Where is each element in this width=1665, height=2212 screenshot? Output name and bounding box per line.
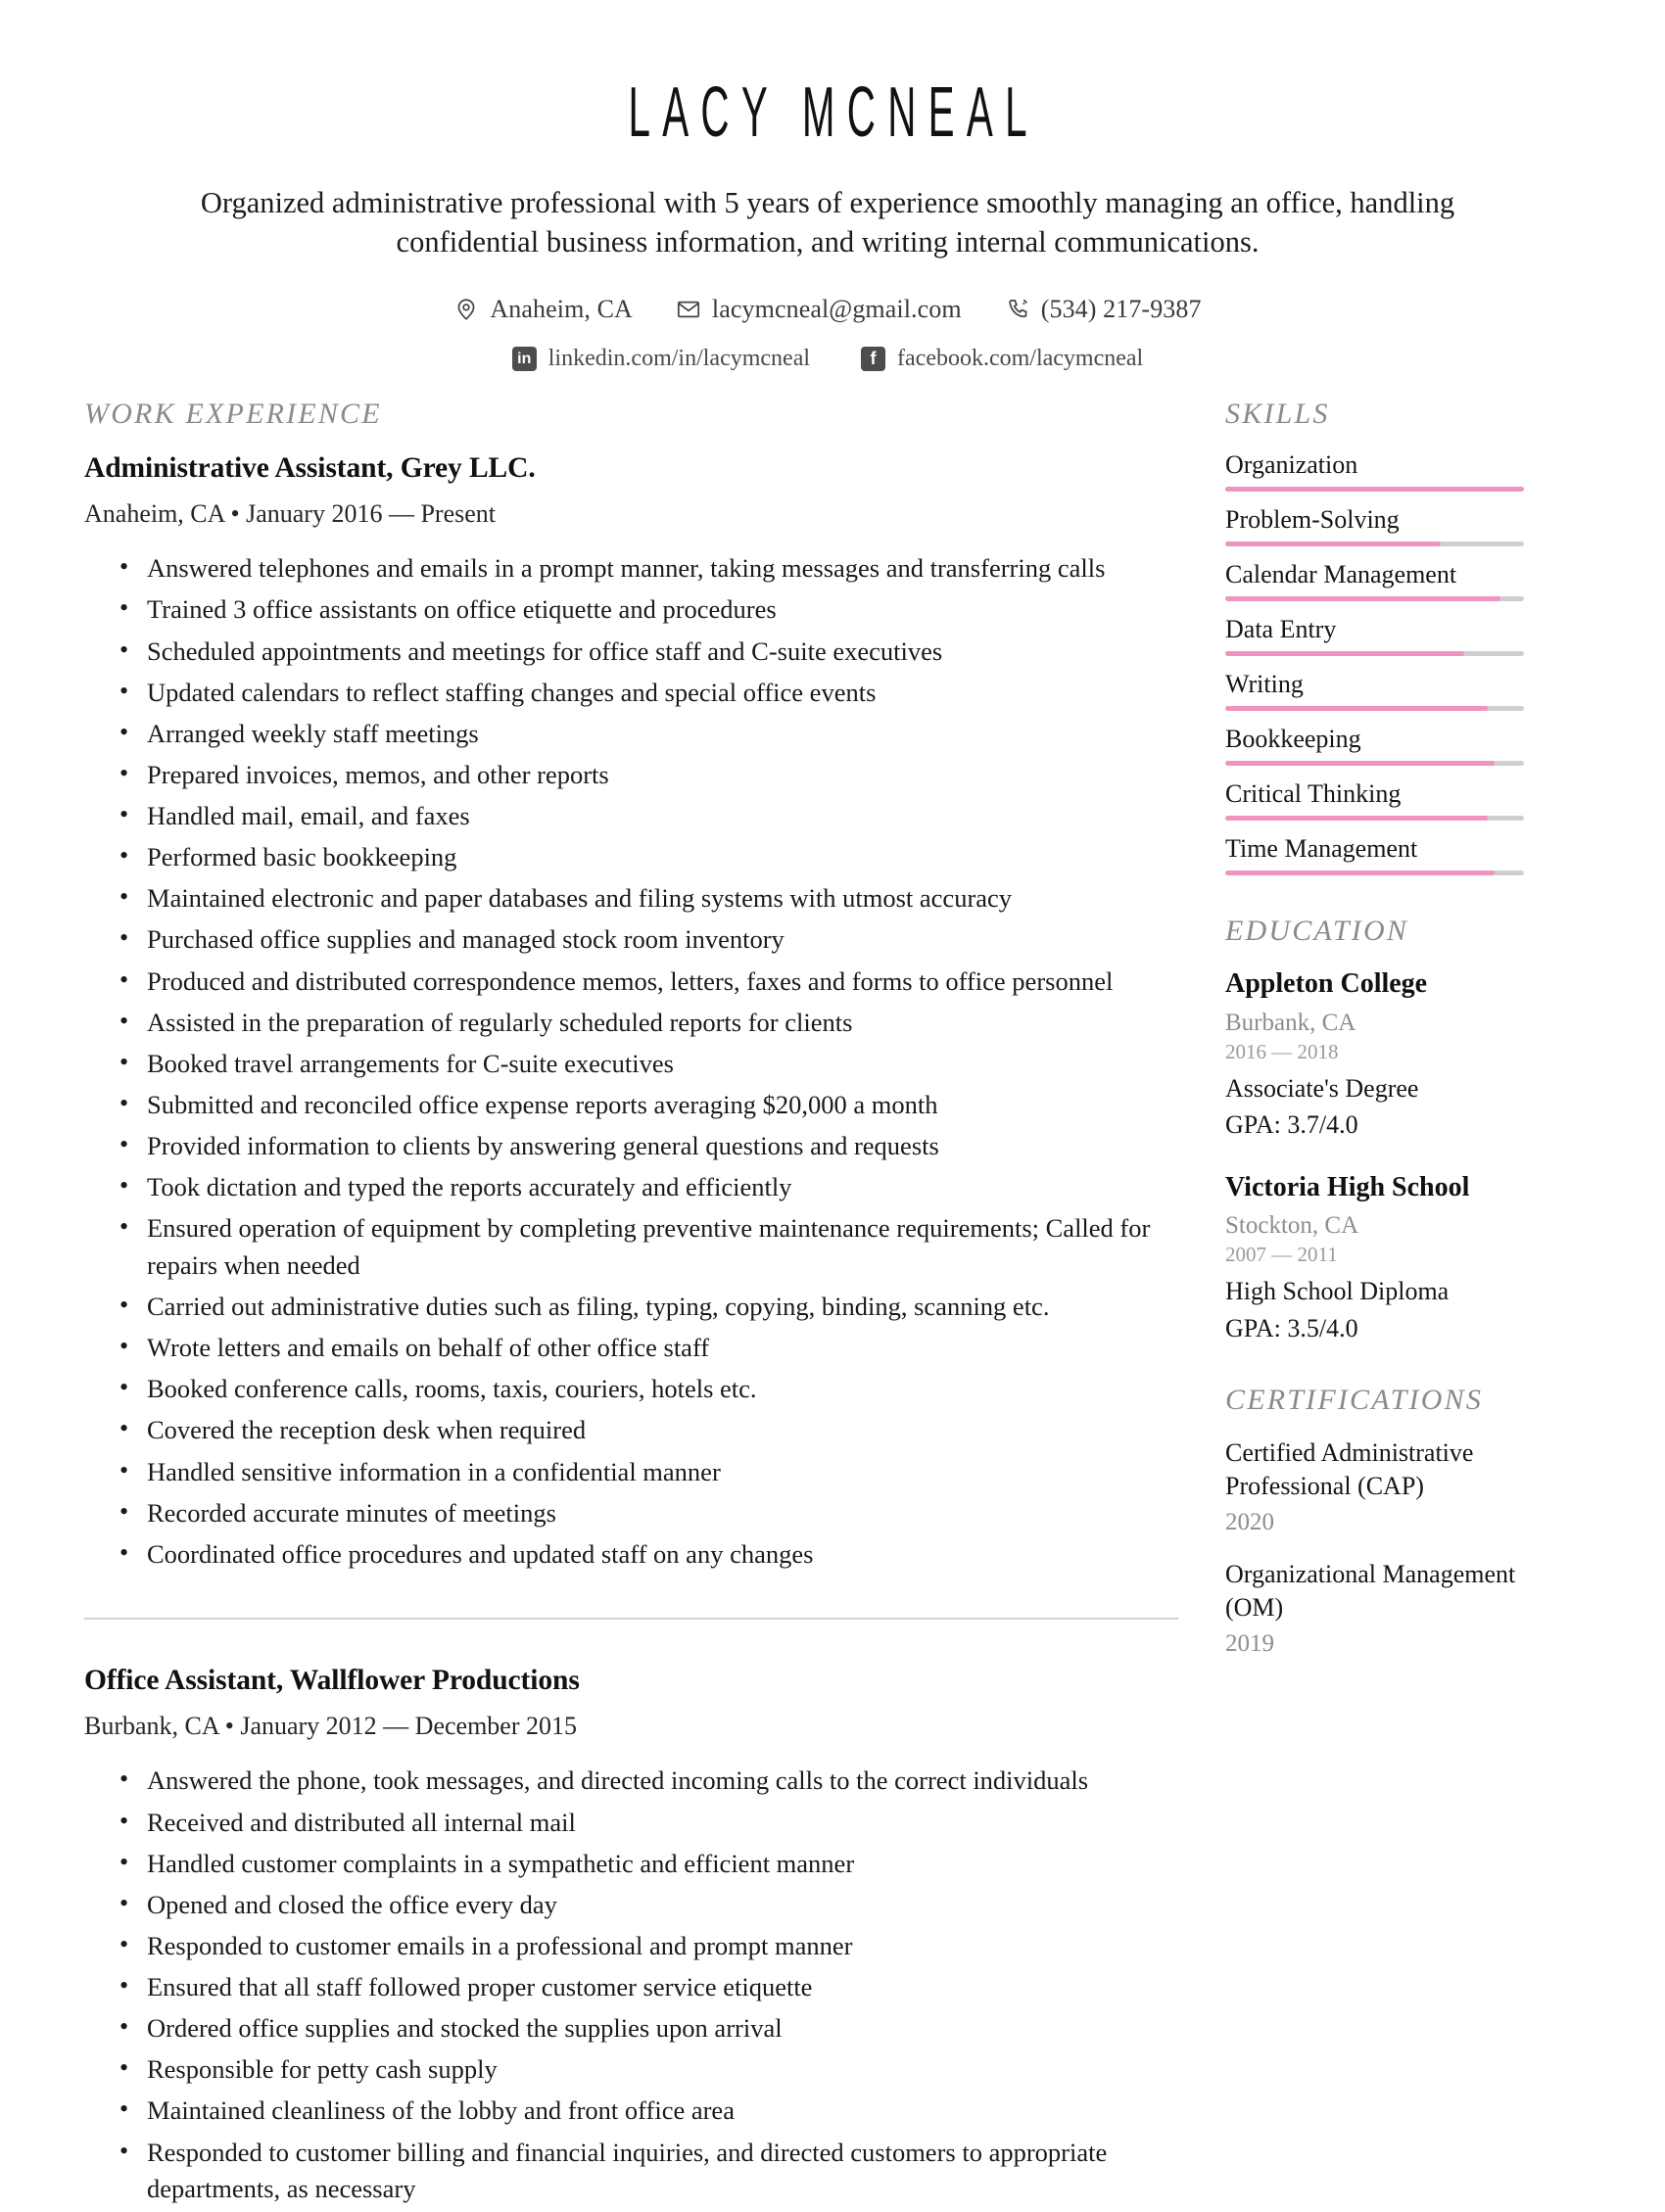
skill-item — [1225, 725, 1524, 766]
certifications-section — [1225, 1384, 1524, 1657]
skill-bar-fill — [1225, 706, 1488, 711]
list-item: • Answered the phone, took messages, and directed incoming calls to the correct individuals — [119, 1763, 1178, 1800]
list-item: • Assisted in the preparation of regularly scheduled reports for clients — [119, 1005, 1178, 1042]
job-bullet-list — [84, 550, 1178, 1573]
list-item: • Wrote letters and emails on behalf of other office staff — [119, 1330, 1178, 1367]
contact-email[interactable] — [676, 295, 962, 324]
job-bullet-list — [84, 1763, 1178, 2207]
social-facebook-text: facebook.com/lacymcneal — [897, 346, 1144, 372]
contact-location-text: Anaheim, CA — [490, 295, 633, 324]
list-item: • Took dictation and typed the reports accurately and efficiently — [119, 1169, 1178, 1206]
list-item: • Maintained electronic and paper databases and filing systems with utmost accuracy — [119, 880, 1178, 918]
job-title: Administrative Assistant, Grey LLC. — [84, 452, 536, 485]
certification-name: Certified Administrative Professional (CAP) — [1225, 1438, 1474, 1501]
certification-entry — [1225, 1436, 1524, 1536]
list-item: • Ensured that all staff followed proper customer service etiquette — [119, 1969, 1178, 2006]
linkedin-icon: in — [512, 347, 537, 371]
list-item: • Arranged weekly staff meetings — [119, 716, 1178, 753]
education-entry — [1225, 967, 1524, 1142]
education-school: Appleton College — [1225, 968, 1428, 1000]
list-item: • Submitted and reconciled office expense reports averaging $20,000 a month — [119, 1087, 1178, 1124]
education-gpa: GPA: 3.7/4.0 — [1225, 1110, 1358, 1140]
job-meta: Anaheim, CA • January 2016 — Present — [84, 499, 496, 529]
contact-phone-text: (534) 217-9387 — [1040, 295, 1202, 324]
skill-label: Organization — [1225, 450, 1358, 480]
list-item: • Answered telephones and emails in a prompt manner, taking messages and transferring calls — [119, 550, 1178, 588]
skill-label: Bookkeeping — [1225, 725, 1361, 754]
certification-entry — [1225, 1558, 1524, 1658]
skill-item — [1225, 450, 1524, 492]
contact-phone[interactable] — [1005, 295, 1202, 324]
skill-item — [1225, 779, 1524, 821]
education-degree: Associate's Degree — [1225, 1073, 1419, 1103]
list-item: • Responsible for petty cash supply — [119, 2051, 1178, 2089]
list-item: • Trained 3 office assistants on office etiquette and procedures — [119, 591, 1178, 629]
job-meta: Burbank, CA • January 2012 — December 2015 — [84, 1712, 578, 1741]
education-degree: High School Diploma — [1225, 1277, 1450, 1306]
list-item: • Performed basic bookkeeping — [119, 839, 1178, 876]
contact-location — [453, 295, 633, 324]
list-item: • Prepared invoices, memos, and other reports — [119, 757, 1178, 794]
list-item: • Responded to customer billing and financial inquiries, and directed customers to appropriate departments, as necessary — [119, 2135, 1178, 2208]
certification-name: Organizational Management (OM) — [1225, 1560, 1516, 1622]
education-entry — [1225, 1171, 1524, 1345]
list-item: • Booked travel arrangements for C-suite executives — [119, 1046, 1178, 1083]
skill-item — [1225, 505, 1524, 546]
facebook-icon: f — [861, 347, 885, 371]
job-title: Office Assistant, Wallflower Productions — [84, 1665, 580, 1697]
social-row — [84, 346, 1571, 372]
list-item: • Ordered office supplies and stocked the supplies upon arrival — [119, 2010, 1178, 2047]
education-section — [1225, 915, 1524, 1344]
list-item: • Covered the reception desk when required — [119, 1412, 1178, 1449]
skill-bar-fill — [1225, 871, 1495, 875]
skill-bar-track — [1225, 487, 1524, 492]
list-item: • Carried out administrative duties such as filing, typing, copying, binding, scanning etc. — [119, 1289, 1178, 1326]
list-item: • Responded to customer emails in a professional and prompt manner — [119, 1928, 1178, 1965]
skill-bar-fill — [1225, 761, 1495, 766]
skill-label: Problem-Solving — [1225, 505, 1400, 535]
skill-label: Writing — [1225, 670, 1304, 699]
skill-label: Time Management — [1225, 834, 1418, 864]
skill-bar-track — [1225, 596, 1524, 601]
skill-bar-track — [1225, 541, 1524, 546]
skill-bar-fill — [1225, 651, 1464, 656]
page-title: LACY MCNEAL — [628, 73, 1039, 152]
skill-bar-track — [1225, 651, 1524, 656]
education-gpa: GPA: 3.5/4.0 — [1225, 1313, 1358, 1342]
location-pin-icon — [453, 297, 479, 322]
skill-bar-fill — [1225, 487, 1524, 492]
skill-bar-fill — [1225, 596, 1500, 601]
list-item: • Recorded accurate minutes of meetings — [119, 1495, 1178, 1532]
skill-bar-track — [1225, 706, 1524, 711]
list-item: • Coordinated office procedures and updated staff on any changes — [119, 1536, 1178, 1574]
contact-email-text: lacymcneal@gmail.com — [711, 295, 962, 324]
job-divider — [84, 1618, 1178, 1620]
section-heading-work-experience: WORK EXPERIENCE — [84, 398, 382, 431]
list-item: • Handled sensitive information in a confidential manner — [119, 1454, 1178, 1491]
skill-bar-track — [1225, 761, 1524, 766]
list-item: • Booked conference calls, rooms, taxis, couriers, hotels etc. — [119, 1371, 1178, 1408]
job-entry — [84, 1665, 1178, 2207]
resume-header — [84, 72, 1571, 372]
certification-year: 2019 — [1225, 1629, 1274, 1657]
list-item: • Updated calendars to reflect staffing changes and special office events — [119, 675, 1178, 712]
section-heading-skills: SKILLS — [1225, 398, 1330, 431]
envelope-icon — [676, 297, 701, 322]
skill-bar-fill — [1225, 541, 1441, 546]
skill-label: Data Entry — [1225, 615, 1337, 644]
list-item: • Received and distributed all internal mail — [119, 1805, 1178, 1842]
side-column — [1225, 398, 1524, 1678]
list-item: • Provided information to clients by answering general questions and requests — [119, 1128, 1178, 1165]
professional-summary: Organized administrative professional with 5 years of experience smoothly managing an office, handling confidential business information, and writing internal communications. — [200, 185, 1455, 259]
resume-body — [84, 398, 1571, 2212]
skill-label: Calendar Management — [1225, 560, 1457, 589]
skill-item — [1225, 560, 1524, 601]
skill-label: Critical Thinking — [1225, 779, 1402, 809]
education-dates: 2007 — 2011 — [1225, 1243, 1338, 1267]
contact-row — [84, 295, 1571, 324]
skill-bar-track — [1225, 816, 1524, 821]
skill-item — [1225, 834, 1524, 875]
section-heading-education: EDUCATION — [1225, 915, 1409, 948]
list-item: • Maintained cleanliness of the lobby and front office area — [119, 2093, 1178, 2130]
skills-list — [1225, 450, 1524, 875]
skill-bar-track — [1225, 871, 1524, 875]
social-linkedin-text: linkedin.com/in/lacymcneal — [547, 346, 811, 372]
social-facebook[interactable] — [861, 346, 1143, 372]
education-dates: 2016 — 2018 — [1225, 1039, 1339, 1063]
phone-icon — [1005, 297, 1030, 322]
list-item: • Handled customer complaints in a sympathetic and efficient manner — [119, 1846, 1178, 1883]
list-item: • Produced and distributed correspondence memos, letters, faxes and forms to office personnel — [119, 964, 1178, 1001]
skill-item — [1225, 615, 1524, 656]
certification-year: 2020 — [1225, 1509, 1274, 1536]
list-item: • Handled mail, email, and faxes — [119, 798, 1178, 835]
job-entry — [84, 452, 1178, 1573]
list-item: • Ensured operation of equipment by completing preventive maintenance requirements; Called for repairs when needed — [119, 1210, 1178, 1284]
list-item: • Purchased office supplies and managed stock room inventory — [119, 921, 1178, 959]
skill-bar-fill — [1225, 816, 1488, 821]
main-column — [84, 398, 1225, 2212]
education-location: Stockton, CA — [1225, 1212, 1359, 1240]
list-item: • Opened and closed the office every day — [119, 1887, 1178, 1924]
section-heading-certifications: CERTIFICATIONS — [1225, 1384, 1484, 1417]
social-linkedin[interactable] — [512, 346, 810, 372]
list-item: • Scheduled appointments and meetings for office staff and C-suite executives — [119, 634, 1178, 671]
skill-item — [1225, 670, 1524, 711]
education-school: Victoria High School — [1225, 1171, 1470, 1202]
education-location: Burbank, CA — [1225, 1009, 1356, 1036]
